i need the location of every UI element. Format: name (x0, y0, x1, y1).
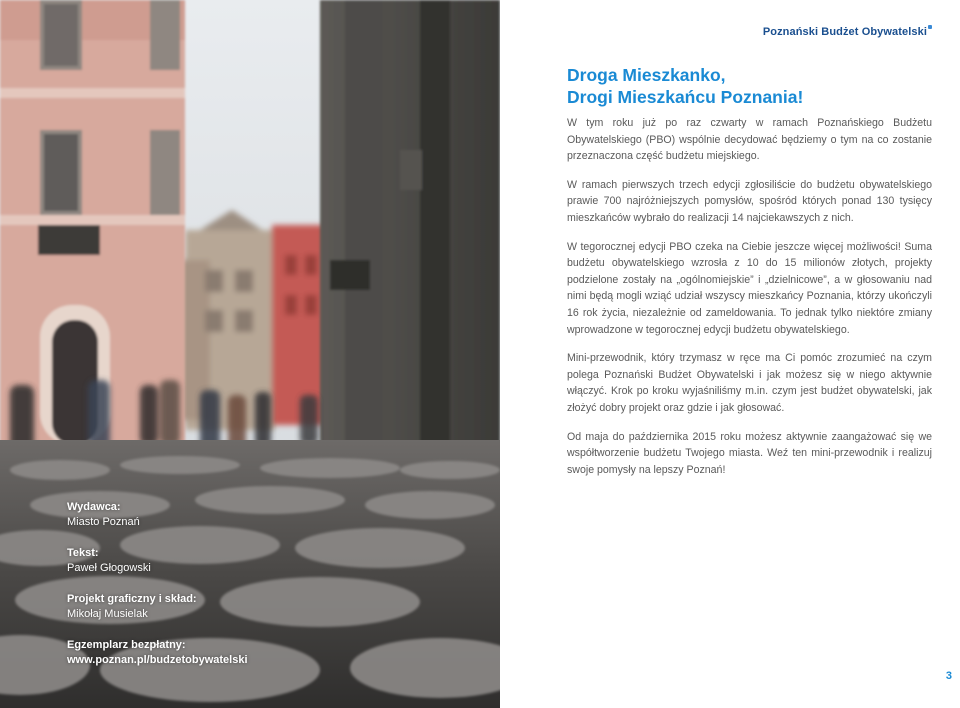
paragraph: W tegorocznej edycji PBO czeka na Ciebie jeszcze więcej możliwości! Suma budżetu obywatelskiego wzrosła z 10 do 15 milionów złotych, projekty podzielone zostały na „ogólnomiejskie” i „dzielnicowe”, a w głosowaniu nad nimi będą mogli wziąć udział wszyscy mieszkańcy Poznania, którzy ukończyli 16 rok życia, niezależnie od zameldowania. To jednak tylko niektóre zmiany wprowadzone w tegorocznej edycji budżetu obywatelskiego. (567, 240, 932, 336)
credit-label: Egzemplarz bezpłatny: (67, 639, 186, 651)
credit-value: Miasto Poznań (67, 516, 140, 528)
brand-mark-icon (928, 25, 932, 29)
credit-label: Projekt graficzny i skład: (67, 593, 197, 605)
heading-line-2: Drogi Mieszkańcu Poznania! (567, 87, 804, 107)
paragraph: Mini-przewodnik, który trzymasz w ręce ma Ci pomóc zrozumieć na czym polega Poznański Budżet Obywatelski i jak możesz się w niego aktywnie włączyć. Krok po kroku wyjaśniliśmy m.in. czym jest budżet obywatelski, jak złożyć dobry projekt oraz gdzie i jak głosować. (567, 352, 932, 414)
brand-logo (763, 26, 932, 38)
credits (67, 500, 367, 684)
credit-publisher (67, 500, 367, 530)
heading-line-1: Droga Mieszkanko, (567, 65, 726, 85)
credit-free-copy (67, 638, 367, 668)
website-link[interactable]: www.poznan.pl/budzetobywatelski (67, 654, 248, 666)
credit-label: Tekst: (67, 547, 99, 559)
credit-value: Paweł Głogowski (67, 562, 151, 574)
paragraph: Od maja do października 2015 roku możesz aktywnie zaangażować się we współtworzenie budżetu Twojego miasta. Weź ten mini-przewodnik i realizuj swoje pomysły na lepszy Poznań! (567, 430, 932, 476)
paragraph: W ramach pierwszych trzech edycji zgłosiliście do budżetu obywatelskiego prawie 700 najróżniejszych pomysłów, spośród których ponad 130 tysięcy mieszkańców wybrało do realizacji 14 najciekawszych z nich. (567, 178, 932, 224)
credit-value: Mikołaj Musielak (67, 608, 148, 620)
body-text (567, 115, 932, 490)
page-number: 3 (945, 670, 952, 682)
page-heading (567, 64, 927, 108)
brand-name: Poznański Budżet Obywatelski (762, 26, 927, 38)
credit-label: Wydawca: (67, 501, 121, 513)
credit-design (67, 592, 367, 622)
paragraph: W tym roku już po raz czwarty w ramach Poznańskiego Budżetu Obywatelskiego (PBO) wspólnie decydować będziemy o tym na co zostanie przeznaczona część budżetu miejskiego. (567, 117, 932, 163)
credit-text-author (67, 546, 367, 576)
